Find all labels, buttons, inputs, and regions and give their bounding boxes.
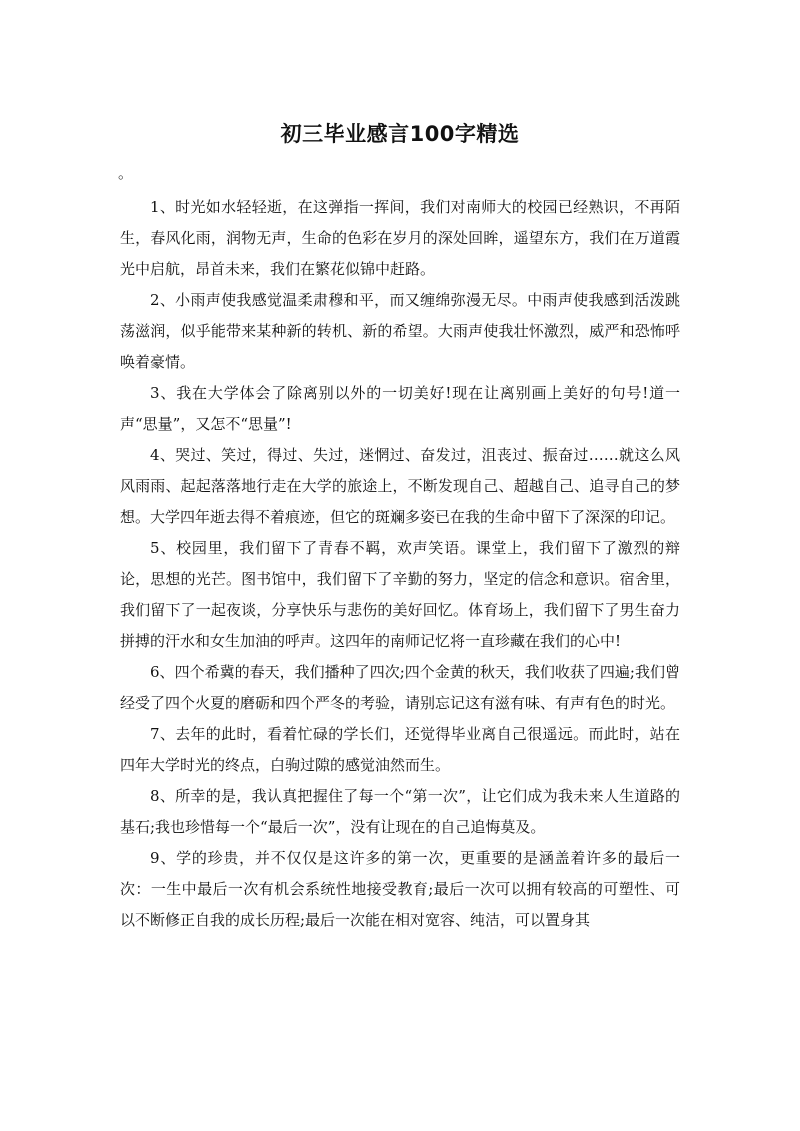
paragraph-5: 5、校园里，我们留下了青春不羁，欢声笑语。课堂上，我们留下了激烈的辩论，思想的光芒。图书馆中，我们留下了辛勤的努力，坚定的信念和意识。宿舍里，我们留下了一起夜谈，分享快乐与悲伤的美好回忆。体育场上，我们留下了男生奋力拼搏的汗水和女生加油的呼声。这四年的南师记忆将一直珍藏在我们的心中! xyxy=(120,539,680,650)
paragraph-1: 1、时光如水轻轻逝，在这弹指一挥间，我们对南师大的校园已经熟识，不再陌生，春风化雨，润物无声，生命的色彩在岁月的深处回眸，遥望东方，我们在万道霞光中启航，昂首未来，我们在繁花似锦中赶路。 xyxy=(120,198,680,278)
paragraph-8: 8、所幸的是，我认真把握住了每一个“第一次”，让它们成为我未来人生道路的基石;我也珍惜每一个“最后一次”，没有让现在的自己追悔莫及。 xyxy=(120,787,680,836)
leading-mark: 。 xyxy=(118,164,134,182)
paragraph-6: 6、四个希冀的春天，我们播种了四次;四个金黄的秋天，我们收获了四遍;我们曾经受了四个火夏的磨砺和四个严冬的考验，请别忘记这有滋有味、有声有色的时光。 xyxy=(120,663,680,712)
paragraph-2: 2、小雨声使我感觉温柔肃穆和平，而又缠绵弥漫无尽。中雨声使我感到活泼跳荡滋润，似乎能带来某种新的转机、新的希望。大雨声使我壮怀激烈，威严和恐怖呼唤着豪情。 xyxy=(120,291,680,371)
document-body xyxy=(120,192,680,936)
paragraph-3: 3、我在大学体会了除离别以外的一切美好!现在让离别画上美好的句号!道一声“思量”，又怎不“思量”! xyxy=(120,384,680,433)
document-title: 初三毕业感言100字精选 xyxy=(280,122,520,146)
paragraph-9: 9、学的珍贵，并不仅仅是这许多的第一次，更重要的是涵盖着许多的最后一次：一生中最后一次有机会系统性地接受教育;最后一次可以拥有较高的可塑性、可以不断修正自我的成长历程;最后一次能在相对宽容、纯洁，可以置身其 xyxy=(120,849,680,929)
paragraph-4: 4、哭过、笑过，得过、失过，迷惘过、奋发过，沮丧过、振奋过……就这么风风雨雨、起起落落地行走在大学的旅途上，不断发现自己、超越自己、追寻自己的梦想。大学四年逝去得不着痕迹，但它的斑斓多姿已在我的生命中留下了深深的印记。 xyxy=(120,446,680,526)
paragraph-7: 7、去年的此时，看着忙碌的学长们，还觉得毕业离自己很遥远。而此时，站在四年大学时光的终点，白驹过隙的感觉油然而生。 xyxy=(120,725,680,774)
